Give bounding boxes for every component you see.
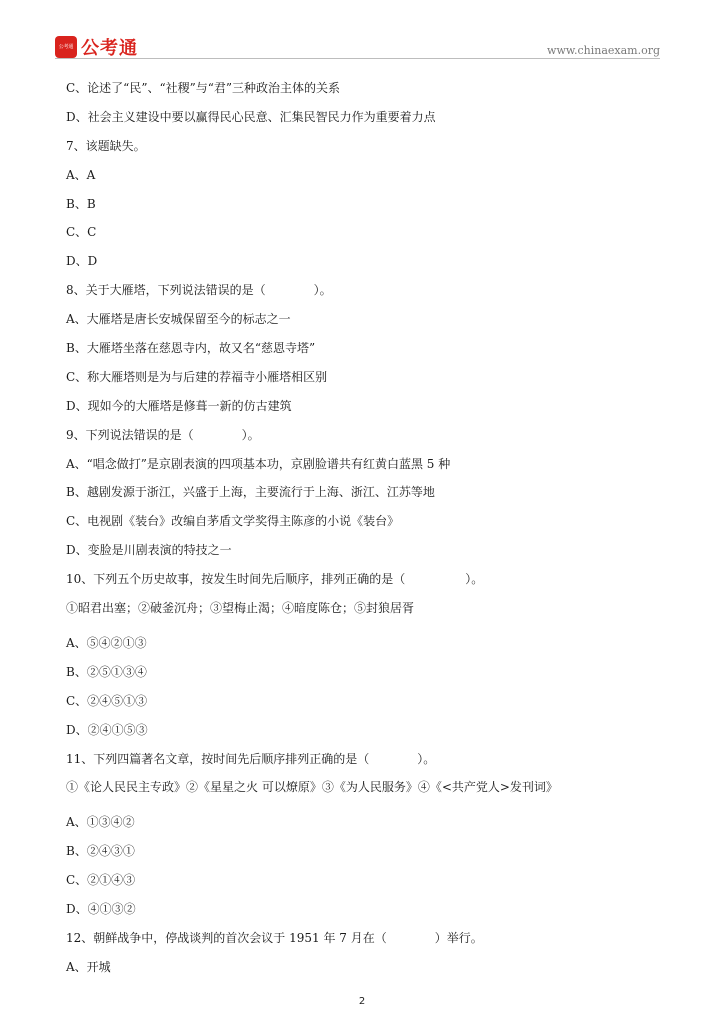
option-line: D、变脸是川剧表演的特技之一 (66, 543, 232, 558)
option-line: D、②④①⑤③ (66, 722, 148, 737)
header-divider (55, 58, 660, 59)
site-url: www.chinaexam.org (547, 44, 660, 57)
question-line: 10、下列五个历史故事，按发生时间先后顺序，排列正确的是（ ）。 (66, 572, 484, 587)
option-line: B、B (66, 196, 96, 211)
option-line: A、⑤④②①③ (66, 636, 147, 651)
option-line: A、“唱念做打”是京剧表演的四项基本功，京剧脸谱共有红黄白蓝黑 5 种 (66, 456, 451, 471)
document-body (66, 78, 666, 986)
option-line: B、越剧发源于浙江，兴盛于上海，主要流行于上海、浙江、江苏等地 (66, 485, 435, 500)
option-line: A、A (66, 167, 96, 182)
site-logo[interactable] (55, 34, 138, 60)
question-line: 11、下列四篇著名文章，按时间先后顺序排列正确的是（ ）。 (66, 751, 436, 766)
option-line: C、称大雁塔则是为与后建的荐福寺小雁塔相区别 (66, 369, 328, 384)
option-line: D、D (66, 254, 98, 269)
option-line: A、大雁塔是唐长安城保留至今的标志之一 (66, 312, 291, 327)
option-line: B、②⑤①③④ (66, 664, 147, 679)
question-items-line: ①《论人民民主专政》②《星星之火 可以燎原》③《为人民服务》④《<共产党人>发刊词》 (66, 780, 558, 795)
option-line: C、电视剧《装台》改编自茅盾文学奖得主陈彦的小说《装台》 (66, 514, 400, 529)
question-line: 9、下列说法错误的是（ ）。 (66, 427, 260, 442)
option-line: D、现如今的大雁塔是修葺一新的仿古建筑 (66, 398, 292, 413)
logo-text: 公考通 (81, 38, 138, 59)
option-line: A、①③④② (66, 815, 135, 830)
page-header (0, 0, 724, 62)
option-line: D、社会主义建设中要以赢得民心民意、汇集民智民力作为重要着力点 (66, 109, 436, 124)
option-line: C、②④⑤①③ (66, 693, 148, 708)
option-line: B、大雁塔坐落在慈恩寺内，故又名“慈恩寺塔” (66, 341, 316, 356)
option-line: C、C (66, 225, 97, 240)
option-line: B、②④③① (66, 844, 135, 859)
logo-badge: 公考通 (55, 36, 77, 58)
question-items-line: ①昭君出塞；②破釜沉舟；③望梅止渴；④暗度陈仓；⑤封狼居胥 (66, 601, 415, 616)
option-line: D、④①③② (66, 902, 136, 917)
question-line: 7、该题缺失。 (66, 138, 146, 153)
page-number: 2 (358, 996, 366, 1007)
option-line: C、论述了“民”、“社稷”与“君”三种政治主体的关系 (66, 81, 340, 95)
option-line: A、开城 (66, 959, 111, 974)
option-line: C、②①④③ (66, 873, 136, 888)
question-line: 8、关于大雁塔，下列说法错误的是（ ）。 (66, 283, 332, 298)
question-line: 12、朝鲜战争中，停战谈判的首次会议于 1951 年 7 月在（ ）举行。 (66, 931, 483, 946)
